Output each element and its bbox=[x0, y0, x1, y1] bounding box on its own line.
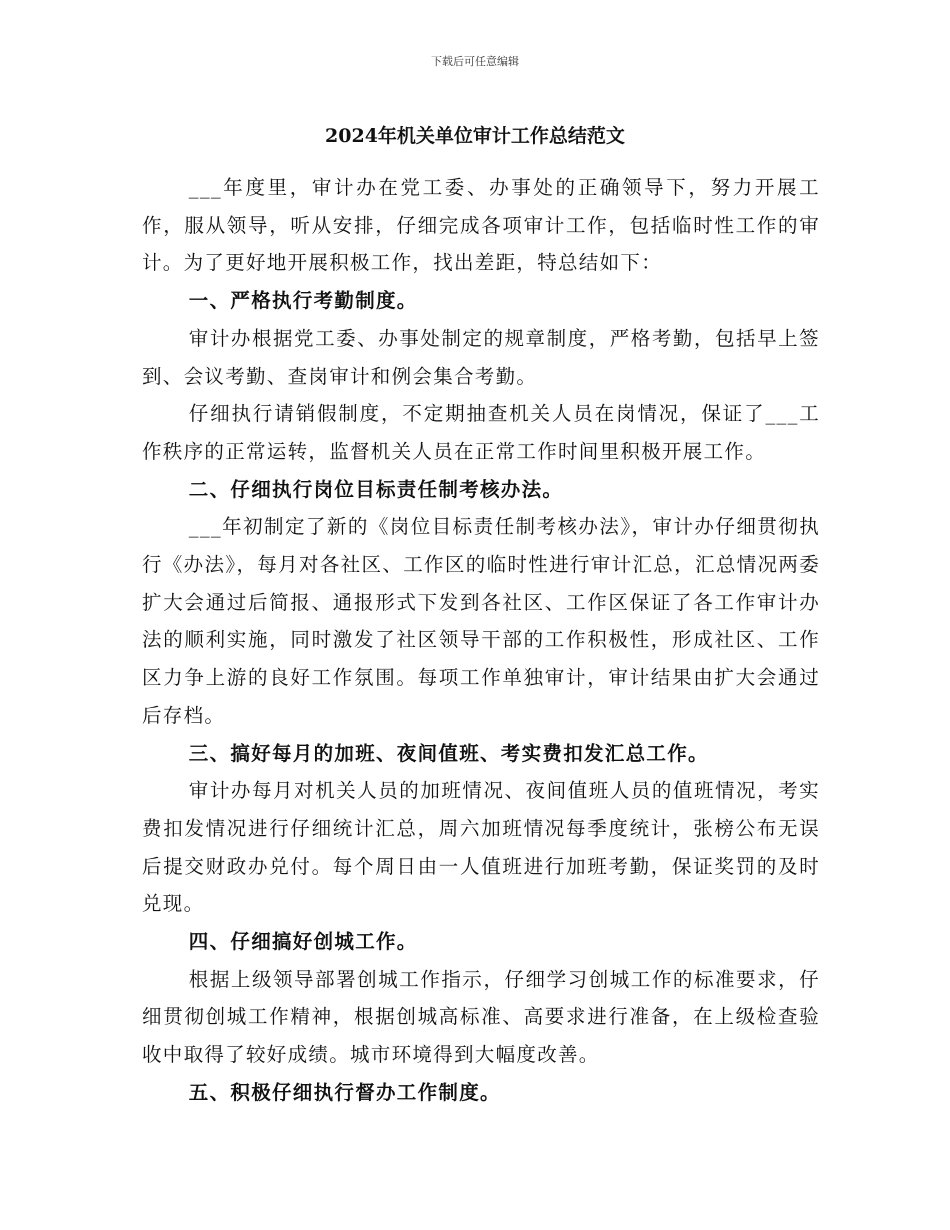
section-5-heading: 五、积极仔细执行督办工作制度。 bbox=[188, 1080, 501, 1104]
section-1-paragraph-1: 审计办根据党工委、办事处制定的规章制度，严格考勤，包括早上签到、会议考勤、查岗审计和例会集合考勤。 bbox=[142, 326, 820, 388]
section-3-paragraph-1: 审计办每月对机关人员的加班情况、夜间值班人员的值班情况，考实费扣发情况进行仔细统计汇总，周六加班情况每季度统计，张榜公布无误后提交财政办兑付。每个周日由一人值班进行加班考勤，保证奖罚的及时兑现。 bbox=[142, 779, 820, 916]
section-2-heading: 二、仔细执行岗位目标责任制考核办法。 bbox=[188, 477, 564, 501]
section-4-paragraph-1: 根据上级领导部署创城工作指示，仔细学习创城工作的标准要求，仔细贯彻创城工作精神，根据创城高标准、高要求进行准备，在上级检查验收中取得了较好成绩。城市环境得到大幅度改善。 bbox=[142, 967, 820, 1067]
section-2-paragraph-1: ___年初制定了新的《岗位目标责任制考核办法》，审计办仔细贯彻执行《办法》，每月对各社区、工作区的临时性进行审计汇总，汇总情况两委扩大会通过后简报、通报形式下发到各社区、工作区保证了各工作审计办法的顺利实施，同时激发了社区领导干部的工作积极性，形成社区、工作区力争上游的良好工作氛围。每项工作单独审计，审计结果由扩大会通过后存档。 bbox=[142, 515, 820, 727]
section-1-heading: 一、严格执行考勤制度。 bbox=[188, 289, 418, 313]
section-1-paragraph-2: 仔细执行请销假制度，不定期抽查机关人员在岗情况，保证了___工作秩序的正常运转，监督机关人员在正常工作时间里积极开展工作。 bbox=[142, 402, 820, 463]
section-3-heading: 三、搞好每月的加班、夜间值班、考实费扣发汇总工作。 bbox=[188, 741, 709, 765]
page-header-note: 下载后可任意编辑 bbox=[431, 55, 519, 68]
document-title: 2024年机关单位审计工作总结范文 bbox=[325, 125, 625, 147]
intro-paragraph: ___年度里，审计办在党工委、办事处的正确领导下，努力开展工作，服从领导，听从安排，仔细完成各项审计工作，包括临时性工作的审计。为了更好地开展积极工作，找出差距，特总结如下： bbox=[142, 176, 820, 275]
section-4-heading: 四、仔细搞好创城工作。 bbox=[188, 930, 418, 954]
document-body bbox=[142, 169, 820, 1112]
